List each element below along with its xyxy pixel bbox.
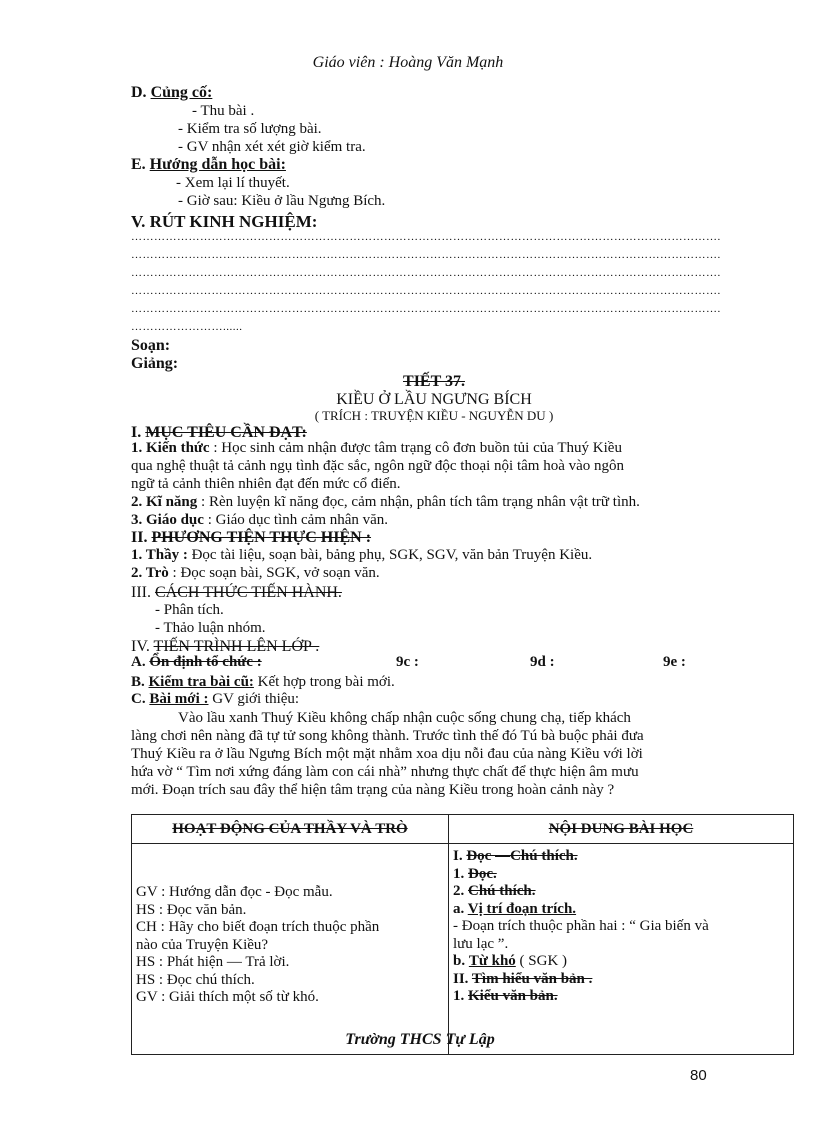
method-item: - Phân tích. <box>155 602 224 618</box>
b-title: Kiểm tra bài cũ: <box>148 674 254 690</box>
dot-line: ………………………………………………………………………………………………………………………………………. <box>131 249 721 261</box>
page-number: 80 <box>690 1067 707 1084</box>
footer-school: Trường THCS Tự Lập <box>345 1031 495 1048</box>
activity-line: CH : Hãy cho biết đoạn trích thuộc phần <box>136 919 380 935</box>
a-label: A. <box>131 654 146 670</box>
knowledge-cont: ngữ tả cảnh thiên nhiên đạt đến mức cổ điển. <box>131 476 401 492</box>
dot-line: ………………………………………………………………………………………………………………………………………. <box>131 267 721 279</box>
method-item: - Thảo luận nhóm. <box>155 620 266 636</box>
skill-text: : Rèn luyện kĩ năng đọc, cảm nhận, phân tích tâm trạng nhân vật trữ tình. <box>197 494 640 510</box>
content-line: 1. Đọc. <box>453 865 497 882</box>
cung-co-item: - Kiểm tra số lượng bài. <box>178 121 322 137</box>
intro-line: mới. Đoạn trích sau đây thể hiện tâm trạng của nàng Kiều trong hoàn cảnh này ? <box>131 782 615 798</box>
student-text: : Đọc soạn bài, SGK, vở soạn văn. <box>168 565 380 581</box>
teacher-line <box>131 547 592 564</box>
cung-co-item: - GV nhận xét xét giờ kiểm tra. <box>178 139 366 155</box>
c-label: C. <box>131 691 146 707</box>
student-line <box>131 565 380 582</box>
section2-heading <box>131 529 371 547</box>
huong-dan-item: - Giờ sau: Kiều ở lầu Ngưng Bích. <box>178 193 386 209</box>
huong-dan-letter: E. <box>131 156 146 173</box>
intro-line: Vào lầu xanh Thuý Kiều không chấp nhận cuộc sống chung chạ, tiếp khách <box>178 710 631 726</box>
section3-title: CÁCH THỨC TIẾN HÀNH. <box>154 584 342 601</box>
content-line: I. Đọc —Chú thích. <box>453 848 578 864</box>
section4-label: IV. <box>131 638 150 655</box>
content-line: - Đoạn trích thuộc phần hai : “ Gia biến và <box>453 918 709 934</box>
intro-line: Thuý Kiều ra ở lầu Ngưng Bích một mặt nhằm xoa dịu nỗi đau của nàng Kiều với lời <box>131 746 643 762</box>
skill-label: 2. Kĩ năng <box>131 494 198 510</box>
activity-line: GV : Hướng dẫn đọc - Đọc mẫu. <box>136 884 333 900</box>
knowledge-line <box>131 440 622 457</box>
activity-line: HS : Đọc văn bản. <box>136 901 247 918</box>
content-line: lưu lạc ”. <box>453 935 509 952</box>
knowledge-cont: qua nghệ thuật tả cảnh ngụ tình đặc sắc, ngôn ngữ độc thoại nội tâm hoà vào ngôn <box>131 458 625 474</box>
section3-label: III. <box>131 584 151 601</box>
edu-text: : Giáo dục tình cảm nhân văn. <box>203 512 389 528</box>
a-line <box>131 654 262 671</box>
section2-title: PHƯƠNG TIỆN THỰC HIỆN : <box>151 529 372 546</box>
table-body-row <box>132 844 794 1055</box>
dot-line: ………………………………………………………………………………………………………………………………………. <box>131 303 721 315</box>
section1-label: I. <box>131 424 142 441</box>
col1-header: HOẠT ĐỘNG CỦA THẦY VÀ TRÒ <box>132 815 449 844</box>
a-title: Ổn định tổ chức : <box>149 654 262 670</box>
activity-line: GV : Giải thích một số từ khó. <box>136 989 319 1005</box>
cung-co-letter: D. <box>131 84 147 101</box>
section4-title: TIẾN TRÌNH LÊN LỚP . <box>153 638 320 655</box>
dot-line-short: ……………………...... <box>131 321 243 333</box>
cung-co-heading <box>131 84 212 102</box>
edu-label: 3. Giáo dục <box>131 512 204 528</box>
student-label: 2. Trò <box>131 565 169 581</box>
teacher-activity-cell <box>132 844 449 1055</box>
huong-dan-item: - Xem lại lí thuyết. <box>176 175 290 191</box>
rut-kinh-nghiem-title: V. RÚT KINH NGHIỆM: <box>131 212 318 231</box>
teacher-text: Đọc tài liệu, soạn bài, bảng phụ, SGK, SGV, văn bản Truyện Kiều. <box>187 547 593 563</box>
cung-co-title: Củng cố: <box>150 84 213 101</box>
content-line: a. Vị trí đoạn trích. <box>453 900 577 917</box>
lesson-title: KIỀU Ở LẦU NGƯNG BÍCH <box>336 391 532 408</box>
huong-dan-title: Hướng dẫn học bài: <box>149 156 286 173</box>
knowledge-text: : Học sinh cảm nhận được tâm trạng cô đơn buồn tủi của Thuý Kiều <box>209 440 622 456</box>
cung-co-item: - Thu bài . <box>192 103 255 119</box>
table-header-row <box>132 815 794 844</box>
b-label: B. <box>131 674 145 690</box>
intro-line: hứa vờ “ Tìm nơi xứng đáng làm con cái nhà” nhưng thực chất để thực hiện âm mưu <box>131 764 639 780</box>
c-line <box>131 691 299 708</box>
section2-label: II. <box>131 529 148 546</box>
content-line: 1. Kiểu văn bản. <box>453 988 558 1004</box>
page-header: Giáo viên : Hoàng Văn Mạnh <box>312 54 504 71</box>
activity-table <box>131 814 794 1055</box>
knowledge-label: 1. Kiến thức <box>131 440 210 456</box>
b-line <box>131 674 395 691</box>
content-line: b. Từ khó ( SGK ) <box>453 953 568 969</box>
activity-line: HS : Đọc chú thích. <box>136 971 255 988</box>
huong-dan-heading <box>131 156 286 174</box>
b-text: Kết hợp trong bài mới. <box>253 674 395 690</box>
class-9e: 9e : <box>663 654 686 670</box>
activity-line: nào của Truyện Kiều? <box>136 936 269 953</box>
soan-label: Soạn: <box>131 337 171 354</box>
c-title: Bài mới : <box>149 691 209 707</box>
dot-line: ………………………………………………………………………………………………………………………………………. <box>131 231 721 243</box>
section3-heading <box>131 584 342 602</box>
content-line: II. Tìm hiểu văn bản . <box>453 970 593 987</box>
class-9c: 9c : <box>396 654 419 670</box>
dot-line: ………………………………………………………………………………………………………………………………………. <box>131 285 721 297</box>
lesson-number: TIẾT 37. <box>403 373 465 390</box>
giang-label: Giảng: <box>131 355 179 372</box>
skill-line <box>131 494 640 511</box>
content-line: 2. Chú thích. <box>453 883 536 899</box>
teacher-label: 1. Thầy : <box>131 547 188 563</box>
lesson-content-cell <box>449 844 794 1055</box>
intro-line: làng chơi nên nàng đã tự tử song không thành. Trước tình thế đó Tú bà buộc phải đưa <box>131 728 644 744</box>
class-9d: 9d : <box>530 654 555 670</box>
activity-line: HS : Phát hiện — Trả lời. <box>136 954 290 970</box>
edu-line <box>131 512 388 529</box>
c-text: GV giới thiệu: <box>208 691 300 707</box>
lesson-source: ( TRÍCH : TRUYỆN KIỀU - NGUYỄN DU ) <box>314 408 554 423</box>
section1-title: MỤC TIÊU CẦN ĐẠT: <box>145 424 307 441</box>
col2-header: NỘI DUNG BÀI HỌC <box>449 815 794 844</box>
